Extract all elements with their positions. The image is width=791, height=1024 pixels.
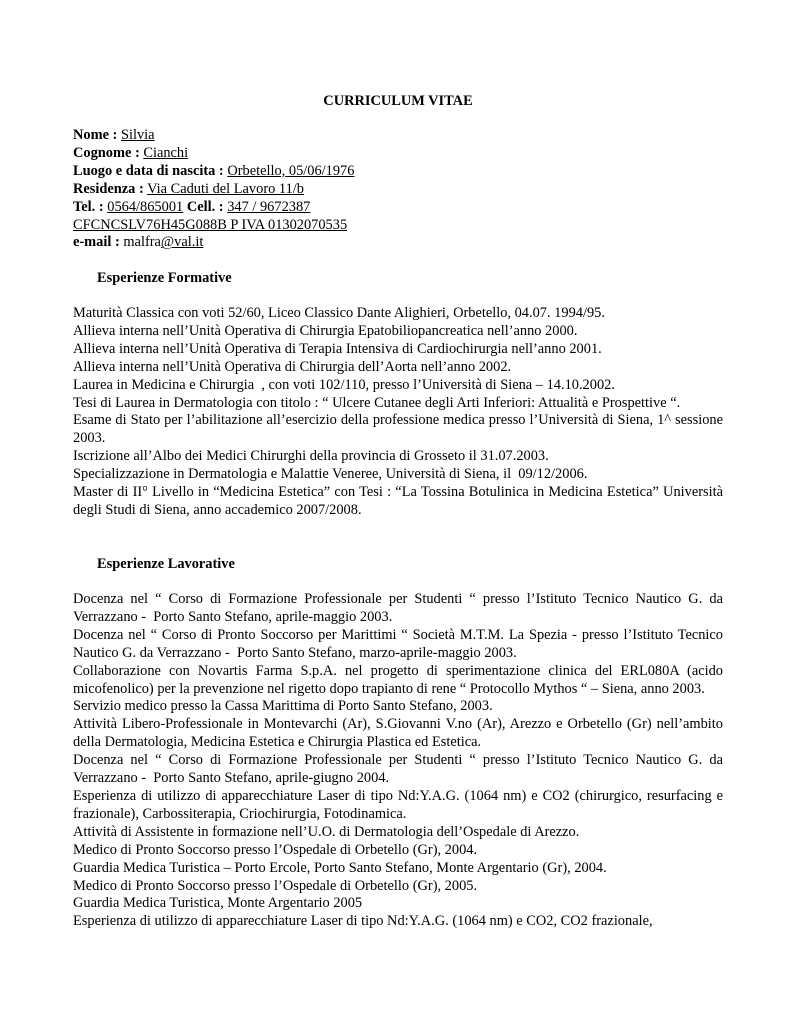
cognome-label: Cognome : [73,144,140,161]
formative-item: Allieva interna nell’Unità Operativa di Chirurgia dell’Aorta nell’anno 2002. [73,358,512,375]
personal-info [73,127,723,252]
nome-value: Silvia [120,127,155,143]
cf-piva-value: CFCNCSLV76H45G088B P IVA 01302070535 [73,216,348,233]
cognome-value: Cianchi [143,144,189,161]
document-title: CURRICULUM VITAE [323,93,473,109]
nascita-row [73,163,723,181]
tel-label: Tel. : [73,198,104,215]
formative-item: Specializzazione in Dermatologia e Malattie Veneree, Università di Siena, il 09/12/2006. [73,466,588,483]
lavorative-heading: Esperienze Lavorative [97,556,235,572]
lavorative-item: Collaborazione con Novartis Farma S.p.A. nel progetto di sperimentazione clinica del ERL080A (acido micofenolico) per la prevenzione nel rigetto dopo trapianto di rene “ Protocollo Mythos “ – Siena, anno 2003. [73,662,727,697]
cell-value: 347 / 9672387 [227,198,311,215]
formative-heading: Esperienze Formative [97,270,232,286]
nome-label: Nome : [73,127,118,143]
formative-list [73,305,727,520]
lavorative-item: Esperienza di utilizzo di apparecchiature Laser di tipo Nd:Y.A.G. (1064 nm) e CO2 (chirurgico, resurfacing e frazionale), Carbossiterapia, Criochirurgia, Fotodinamica. [73,787,727,822]
residenza-label: Residenza : [73,180,144,197]
formative-item: Maturità Classica con voti 52/60, Liceo Classico Dante Alighieri, Orbetello, 04.07. 1994/95. [73,305,605,321]
email-label: e-mail : [73,234,120,251]
nome-row [73,127,723,145]
formative-item: Allieva interna nell’Unità Operativa di Terapia Intensiva di Cardiochirurgia nell’anno 2001. [73,340,602,357]
lavorative-item: Attività di Assistente in formazione nell’U.O. di Dermatologia dell’Ospedale di Arezzo. [73,823,580,840]
email-row [73,234,723,252]
residenza-row [73,181,723,199]
lavorative-item: Medico di Pronto Soccorso presso l’Ospedale di Orbetello (Gr), 2005. [73,877,478,894]
lavorative-item: Docenza nel “ Corso di Formazione Professionale per Studenti “ presso l’Istituto Tecnico Nautico G. da Verrazzano - Porto Santo Stefano, aprile-giugno 2004. [73,752,727,787]
lavorative-item: Guardia Medica Turistica, Monte Argentario 2005 [73,895,363,912]
lavorative-list [73,591,727,931]
lavorative-item: Esperienza di utilizzo di apparecchiature Laser di tipo Nd:Y.A.G. (1064 nm) e CO2, CO2 frazionale, [73,913,653,930]
lavorative-item: Medico di Pronto Soccorso presso l’Ospedale di Orbetello (Gr), 2004. [73,841,478,858]
formative-item: Laurea in Medicina e Chirurgia , con voti 102/110, presso l’Università di Siena – 14.10.2002. [73,376,615,393]
lavorative-item: Docenza nel “ Corso di Formazione Professionale per Studenti “ presso l’Istituto Tecnico Nautico G. da Verrazzano - Porto Santo Stefano, aprile-maggio 2003. [73,591,727,625]
cf-piva-row [73,217,723,235]
lavorative-item: Attività Libero-Professionale in Montevarchi (Ar), S.Giovanni V.no (Ar), Arezzo e Orbetello (Gr) nell’ambito della Dermatologia, Medicina Estetica e Chirurgia Plastica ed Estetica. [73,716,727,751]
lavorative-item: Guardia Medica Turistica – Porto Ercole, Porto Santo Stefano, Monte Argentario (Gr), 2004. [73,859,607,876]
residenza-value: Via Caduti del Lavoro 11/b [147,180,304,197]
cognome-row [73,145,723,163]
cell-label: Cell. : [186,198,224,215]
formative-item: Tesi di Laurea in Dermatologia con titolo : “ Ulcere Cutanee degli Arti Inferiori: Attualità e Prospettive “. [73,394,681,411]
email-domain: @val.it [160,234,204,251]
formative-item: Allieva interna nell’Unità Operativa di Chirurgia Epatobiliopancreatica nell’anno 2000. [73,322,578,339]
lavorative-item: Servizio medico presso la Cassa Marittima di Porto Santo Stefano, 2003. [73,698,493,715]
tel-value: 0564/865001 [107,198,184,215]
nascita-label: Luogo e data di nascita : [73,162,224,179]
formative-item: Esame di Stato per l’abilitazione all’esercizio della professione medica presso l’Università di Siena, 1^ sessione 2003. [73,412,727,447]
nascita-value: Orbetello, 05/06/1976 [227,162,355,179]
lavorative-item: Docenza nel “ Corso di Pronto Soccorso per Marittimi “ Società M.T.M. La Spezia - presso l’Istituto Tecnico Nautico G. da Verrazzano - Porto Santo Stefano, marzo-aprile-maggio 2003. [73,626,727,661]
tel-row [73,199,723,217]
formative-item: Master di II° Livello in “Medicina Estetica” con Tesi : “La Tossina Botulinica in Medicina Estetica” Università degli Studi di Siena, anno accademico 2007/2008. [73,484,727,518]
formative-item: Iscrizione all’Albo dei Medici Chirurghi della provincia di Grosseto il 31.07.2003. [73,448,549,465]
email-user: malfra [123,234,161,251]
